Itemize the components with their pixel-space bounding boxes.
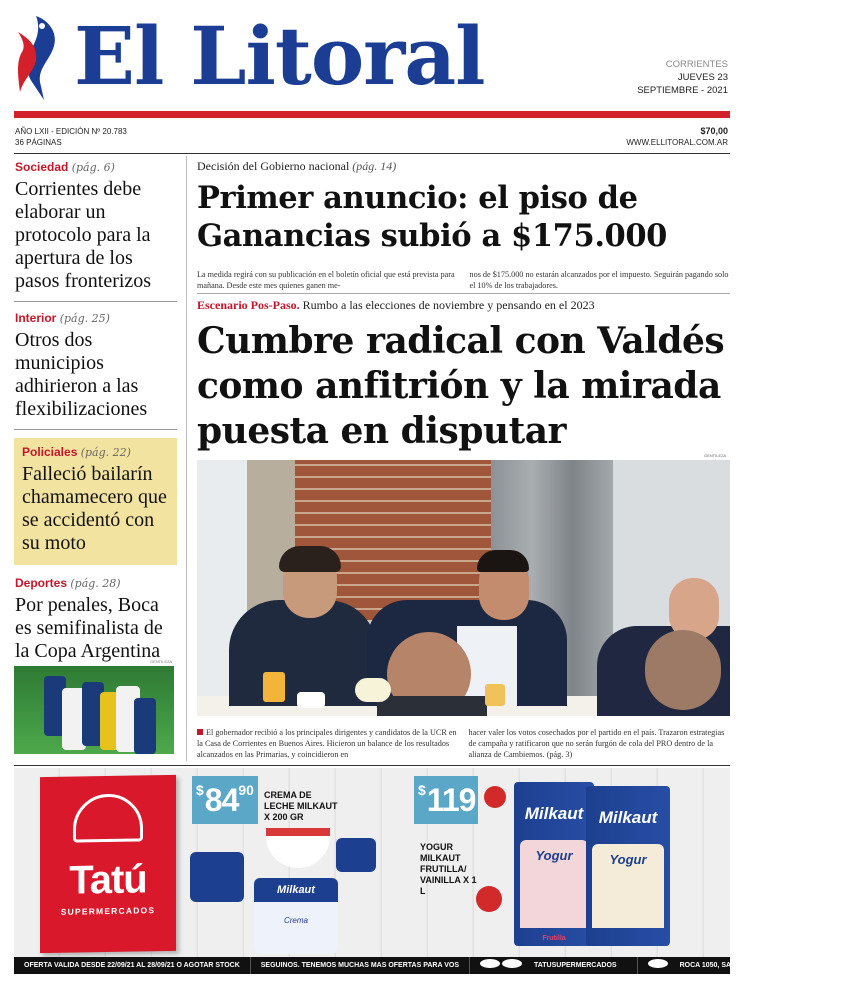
armadillo-icon xyxy=(73,793,143,842)
left-column xyxy=(14,156,177,671)
brief-title: Falleció bailarín chamamecero que se accidentó con su moto xyxy=(22,463,167,554)
small-cup xyxy=(336,838,376,872)
top-rule xyxy=(14,153,730,154)
month-year-label: SEPTIEMBRE - 2021 xyxy=(637,85,728,96)
location-icon xyxy=(648,959,668,968)
yogur-carton-1 xyxy=(514,782,594,946)
tatu-logo-panel[interactable] xyxy=(40,775,176,953)
price-info xyxy=(626,126,728,148)
bottom-rule xyxy=(14,765,730,766)
ad-address: ROCA 1050, SAN LORENZO 1050, CORRIENTES xyxy=(637,957,860,974)
cream-tub-main xyxy=(254,878,338,954)
brief-kicker: Interior (pág. 25) xyxy=(15,311,110,325)
carton-flavor: Frutilla xyxy=(542,935,566,942)
ad-footer xyxy=(14,957,840,974)
dateline xyxy=(637,58,728,97)
cream-tub xyxy=(190,852,244,902)
main-photo[interactable] xyxy=(197,460,730,716)
second-headline: Cumbre radical con Valdés como anfitrión y la mirada puesta en disputar xyxy=(197,320,725,452)
brief-kicker: Deportes (pág. 28) xyxy=(15,576,121,590)
photo-caption xyxy=(197,727,730,760)
page-count: 36 PÁGINAS xyxy=(15,138,62,147)
cover-price: $70,00 xyxy=(700,126,728,136)
main-photo-credit: GENTILEZA xyxy=(704,453,727,458)
instagram-icon xyxy=(480,959,500,968)
lead-body-col1: La medida regirá con su publicación en el boletín oficial que está prevista para mañana. Desde este mes quienes ganen me- xyxy=(197,270,455,290)
bird-logo-icon xyxy=(14,12,64,102)
city-label: CORRIENTES xyxy=(665,59,728,70)
lead-rule xyxy=(197,293,730,294)
caption-marker-icon xyxy=(197,729,203,735)
product-name-crema: CREMA DE LECHE MILKAUT X 200 GR xyxy=(264,790,338,822)
edition-number: AÑO LXII - EDICIÓN Nº 20.783 xyxy=(15,127,127,136)
carton-kind: Yogur xyxy=(535,848,573,863)
column-divider xyxy=(186,156,187,761)
brief-sociedad[interactable] xyxy=(14,156,177,302)
strawberry-icon xyxy=(484,786,506,808)
store-sub: SUPERMERCADOS xyxy=(60,905,156,917)
brief-deportes[interactable] xyxy=(14,565,177,671)
day-label: JUEVES 23 xyxy=(677,72,728,83)
price-tag-crema: $8490 xyxy=(192,776,258,824)
ad-social[interactable]: TATUSUPERMERCADOS xyxy=(469,957,637,974)
caption-col1: El gobernador recibió a los principales dirigentes y candidatos de la UCR en la Casa de Corrientes en Buenos Aires. Hicieron un balance de los resultados alcanzados en las Primarias, y coincidieron en xyxy=(197,728,457,759)
facebook-icon xyxy=(502,959,522,968)
second-kicker: Escenario Pos-Paso. Rumbo a las elecciones de noviembre y pensando en el 2023 xyxy=(197,298,595,312)
ad-validity: OFERTA VALIDA DESDE 22/09/21 AL 28/09/21 O AGOTAR STOCK xyxy=(24,962,240,969)
edition-info xyxy=(15,126,127,148)
website-link[interactable]: WWW.ELLITORAL.COM.AR xyxy=(626,138,728,147)
lead-body-col2: nos de $175.000 no estarán alcanzados por el impuesto. Seguirán pagando solo el 10% de los trabajadores. xyxy=(469,270,729,290)
lead-kicker: Decisión del Gobierno nacional (pág. 14) xyxy=(197,159,397,173)
sport-photo-credit: GENTILEZA xyxy=(150,659,173,664)
carton-brand: Milkaut xyxy=(598,808,658,827)
ad-follow: SEGUINOS. TENEMOS MUCHAS MAS OFERTAS PARA VOS xyxy=(250,957,469,974)
brief-title: Otros dos municipios adhirieron a las flexibilizaciones xyxy=(15,329,148,420)
brief-title: Corrientes debe elaborar un protocolo para la apertura de los pasos fronterizos xyxy=(15,178,152,292)
brief-kicker: Sociedad (pág. 6) xyxy=(15,160,115,174)
lead-headline: Primer anuncio: el piso de Ganancias subió a $175.000 xyxy=(197,180,668,254)
carton-brand: Milkaut xyxy=(524,804,584,823)
strawberry-icon xyxy=(476,886,502,912)
sport-photo[interactable] xyxy=(14,666,174,754)
lead-story[interactable] xyxy=(197,156,730,291)
yogur-carton-2 xyxy=(586,786,670,946)
masthead xyxy=(0,0,750,122)
tub-label: Milkaut xyxy=(277,884,315,896)
carton-kind: Yogur xyxy=(609,852,647,867)
masthead-title: El Litoral xyxy=(74,9,485,103)
product-name-yogur: YOGUR MILKAUT FRUTILLA/ VAINILLA X 1 L xyxy=(420,842,477,896)
store-name: Tatú xyxy=(69,857,147,903)
lead-body xyxy=(197,269,730,291)
masthead-divider xyxy=(14,111,730,118)
brief-interior[interactable] xyxy=(14,302,177,430)
price-tag-yogur: $119 xyxy=(414,776,478,824)
caption-col2: hacer valer los votos cosechados por el partido en el país. Trazaron estrategias de campaña y ratificaron que no serán furgón de cola del PRO dentro de la alianza de Cambiemos. (pág. 3) xyxy=(468,728,725,759)
tatu-ad[interactable] xyxy=(14,768,730,974)
tub-sub: Crema xyxy=(283,916,308,925)
brief-title: Por penales, Boca es semifinalista de la Copa Argentina xyxy=(15,594,163,662)
brief-kicker: Policiales (pág. 22) xyxy=(22,445,131,459)
brief-policiales[interactable] xyxy=(14,438,177,565)
